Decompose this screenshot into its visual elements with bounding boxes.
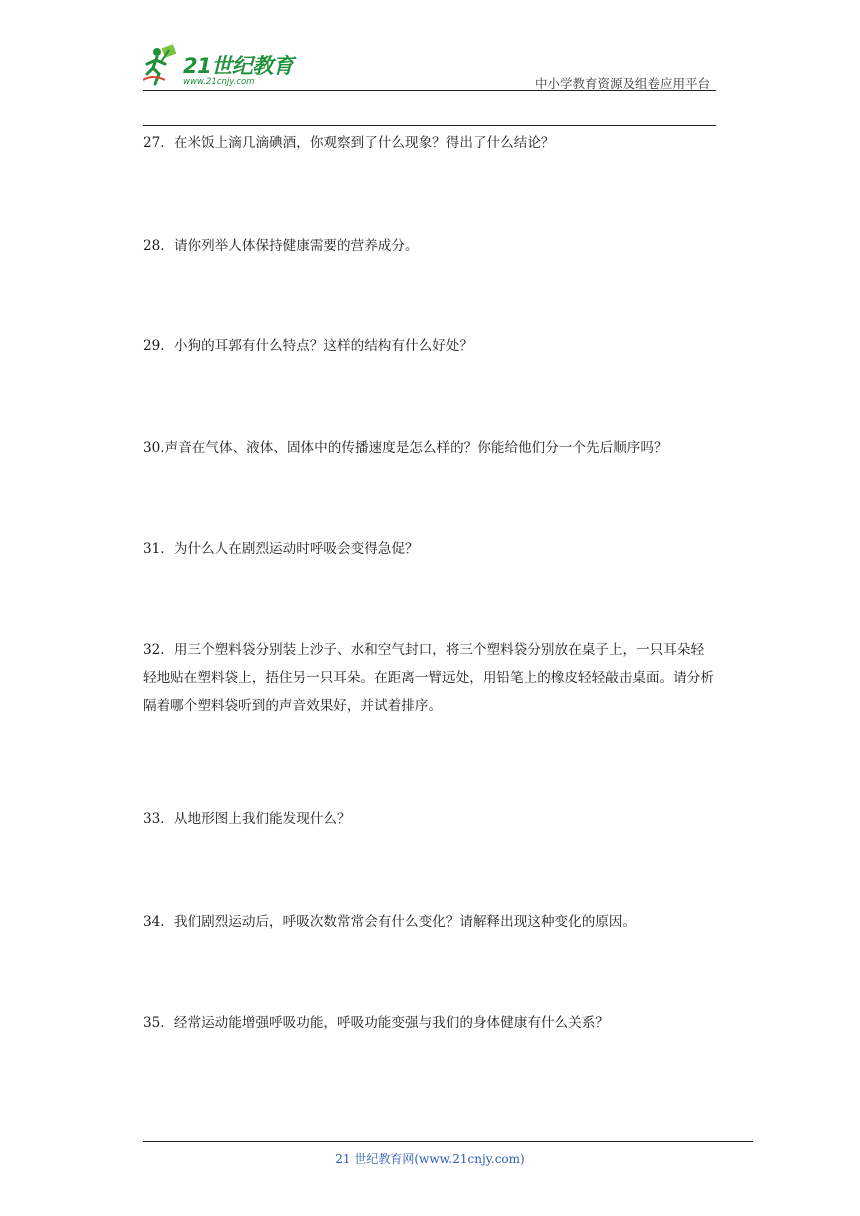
page-header xyxy=(0,0,860,130)
logo-url: www.21cnjy.com xyxy=(183,77,255,87)
logo xyxy=(143,44,313,94)
question-27: 27．在米饭上滴几滴碘酒，你观察到了什么现象？得出了什么结论？ xyxy=(143,135,555,151)
question-33: 33．从地形图上我们能发现什么？ xyxy=(143,811,351,827)
footer-rule xyxy=(143,1141,753,1142)
header-tagline: 中小学教育资源及组卷应用平台 xyxy=(534,76,710,91)
question-34: 34．我们剧烈运动后，呼吸次数常常会有什么变化？请解释出现这种变化的原因。 xyxy=(143,914,637,930)
question-29: 29．小狗的耳郭有什么特点？这样的结构有什么好处？ xyxy=(143,338,473,354)
question-31: 31．为什么人在剧烈运动时呼吸会变得急促？ xyxy=(143,541,419,557)
question-35: 35．经常运动能增强呼吸功能，呼吸功能变强与我们的身体健康有什么关系？ xyxy=(143,1015,609,1031)
question-28: 28．请你列举人体保持健康需要的营养成分。 xyxy=(143,238,419,254)
logo-text: 21世纪教育 xyxy=(183,54,294,78)
question-32: 32．用三个塑料袋分别装上沙子、水和空气封口，将三个塑料袋分别放在桌子上，一只耳朵轻轻地贴在塑料袋上，捂住另一只耳朵。在距离一臂远处，用铅笔上的橡皮轻轻敲击桌面。请分析隔着哪个塑料袋听到的声音效果好，并试着排序。 xyxy=(143,642,714,714)
question-30: 30.声音在气体、液体、固体中的传播速度是怎么样的？你能给他们分一个先后顺序吗？ xyxy=(143,440,668,456)
content-top-rule xyxy=(143,125,716,126)
header-rule xyxy=(143,90,716,91)
runner-icon xyxy=(143,44,183,88)
footer-text: 21 世纪教育网(www.21cnjy.com) xyxy=(335,1152,525,1166)
